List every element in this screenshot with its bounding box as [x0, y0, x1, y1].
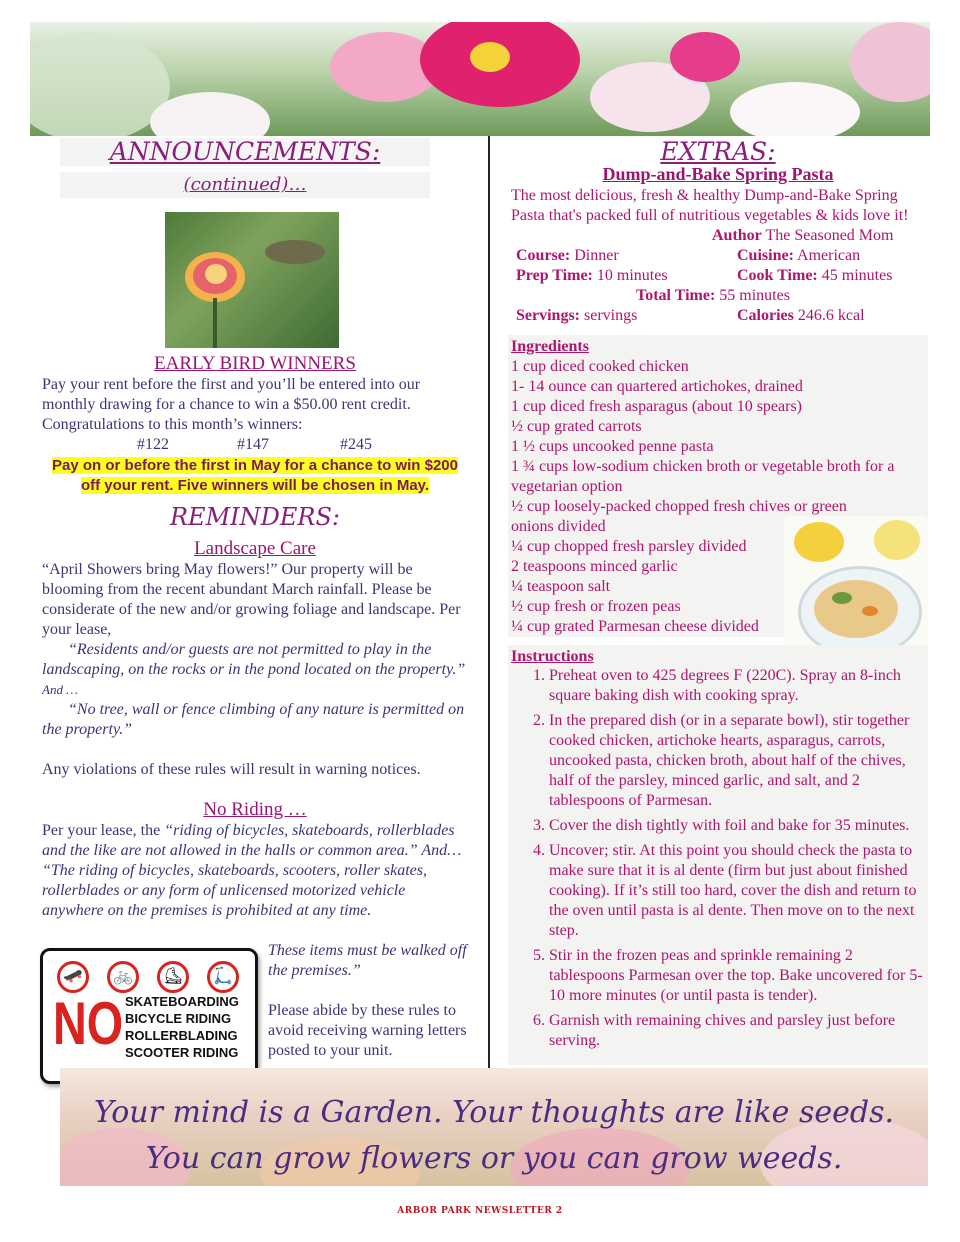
- may-promo-highlight: [42, 456, 468, 496]
- no-rollerblade-icon: ⛸: [157, 961, 189, 993]
- highlight-line-2: off your rent. Five winners will be chosen in May.: [80, 477, 430, 494]
- sign-line-2: BICYCLE RIDING: [125, 1011, 232, 1026]
- cuisine-row: [737, 246, 860, 266]
- pasta-dish-photo: [784, 516, 928, 660]
- cook-value: 45 minutes: [821, 267, 893, 284]
- violations-text: Any violations of these rules will result in warning notices.: [42, 761, 421, 778]
- sign-icons: [57, 961, 247, 991]
- hummingbird-rose-photo: [165, 212, 339, 348]
- instruction-step: 2. In the prepared dish (or in a separate bowl), stir together cooked chicken, artichoke hearts, asparagus, carrots, uncooked pasta, chicken broth, about half of the chives, half of the parsley, minced garlic, and salt, and 2 tablespoons of Parmesan.: [549, 711, 927, 811]
- total-value: 55 minutes: [719, 287, 790, 304]
- instruction-step: 4. Uncover; stir. At this point you should check the pasta to make sure that it is al dente (firm but just about finished cooking). If it’s still too hard, cover the dish and return to the oven until pasta is al dente. Then move on to the next step.: [549, 841, 927, 941]
- instructions-title: Instructions: [511, 648, 594, 665]
- course-row: [516, 246, 619, 266]
- total-row: [636, 286, 790, 306]
- ingredient-item: ¼ cup grated Parmesan cheese divided: [511, 618, 759, 635]
- landscape-quote-2: “No tree, wall or fence climbing of any nature is permitted on the property.”: [42, 701, 465, 738]
- extras-heading: EXTRAS:: [660, 137, 776, 166]
- early-bird-text: Pay your rent before the first and you’ll be entered into our monthly drawing for a chance to win a $50.00 rent credit. Congratulations to this month’s winners:: [42, 376, 421, 433]
- cuisine-label: Cuisine:: [737, 247, 794, 264]
- no-riding-sign: [40, 948, 258, 1084]
- no-riding-intro: Per your lease, the: [42, 822, 161, 839]
- reminders-heading: REMINDERS:: [169, 503, 340, 531]
- sign-lines: [125, 993, 249, 1061]
- no-riding-quote-1: “riding of bicycles, skateboards, rollerblades and the like are not allowed in the halls or common area.” And…: [42, 822, 462, 859]
- calories-value: 246.6 kcal: [797, 307, 865, 324]
- highlight-line-1: Pay on or before the first in May for a chance to win $200: [52, 457, 458, 474]
- author-value: The Seasoned Mom: [765, 227, 894, 244]
- ingredient-item: 1 ½ cups uncooked penne pasta: [511, 438, 714, 455]
- ingredient-item: ¼ teaspoon salt: [511, 578, 611, 595]
- no-bicycle-icon: 🚲: [107, 961, 139, 993]
- instructions-list: [511, 666, 927, 1056]
- calories-row: [737, 306, 865, 326]
- sign-line-1: SKATEBOARDING: [125, 994, 239, 1009]
- recipe-description: The most delicious, fresh & healthy Dump-and-Bake Spring Pasta that's packed full of nutritious vegetables & kids love it!: [511, 187, 909, 224]
- abide-text: Please abide by these rules to avoid receiving warning letters posted to your unit.: [268, 1002, 467, 1059]
- garden-quote: [60, 1090, 928, 1182]
- prep-label: Prep Time:: [516, 267, 593, 284]
- ingredient-item: 2 teaspoons minced garlic: [511, 558, 678, 575]
- announcements-heading: ANNOUNCEMENTS:: [60, 138, 430, 166]
- winner-1: #122: [137, 436, 169, 453]
- instruction-step: 6. Garnish with remaining chives and parsley just before serving.: [549, 1011, 927, 1051]
- prep-value: 10 minutes: [596, 267, 668, 284]
- servings-value: servings: [584, 307, 638, 324]
- calories-label: Calories: [737, 307, 794, 324]
- landscape-quote-1: [42, 640, 468, 700]
- instruction-step: 1. Preheat oven to 425 degrees F (220C). Spray an 8-inch square baking dish with cooking spray.: [549, 666, 927, 706]
- servings-label: Servings:: [516, 307, 580, 324]
- ingredient-item: 1 cup diced cooked chicken: [511, 358, 689, 375]
- ingredient-item: 1- 14 ounce can quartered artichokes, drained: [511, 378, 803, 395]
- ingredient-item: 1 ¾ cups low-sodium chicken broth or vegetable broth for a vegetarian option: [511, 458, 895, 495]
- bottom-garden-banner: [60, 1068, 928, 1186]
- course-label: Course:: [516, 247, 571, 264]
- landscape-care-text: “April Showers bring May flowers!” Our property will be blooming from the recent abundant March rainfall. Please be considerate of the new and/or growing foliage and landscape. Per your lease,: [42, 561, 461, 638]
- ingredient-item: ½ cup loosely-packed chopped fresh chives or green onions divided: [511, 498, 847, 535]
- course-value: Dinner: [574, 247, 619, 264]
- landscape-care-title: Landscape Care: [194, 538, 316, 559]
- top-flower-banner: [30, 22, 930, 136]
- early-bird-title: EARLY BIRD WINNERS: [154, 353, 356, 374]
- instruction-step: 3. Cover the dish tightly with foil and bake for 35 minutes.: [549, 816, 927, 836]
- ingredient-item: ½ cup grated carrots: [511, 418, 642, 435]
- continued-label: (continued)…: [60, 172, 430, 198]
- recipe-title: Dump-and-Bake Spring Pasta: [602, 164, 834, 184]
- sign-line-4: SCOOTER RIDING: [125, 1045, 239, 1060]
- no-riding-quote-3: These items must be walked off the premises.”: [268, 942, 467, 979]
- prep-row: [516, 266, 668, 286]
- cook-row: [737, 266, 892, 286]
- no-riding-title: No Riding …: [203, 799, 307, 820]
- quote-1-text: “Residents and/or guests are not permitted to play in the landscaping, on the rocks or in the pond located on the property.”: [42, 641, 466, 678]
- ingredient-item: 1 cup diced fresh asparagus (about 10 spears): [511, 398, 803, 415]
- ingredient-item: ½ cup fresh or frozen peas: [511, 598, 681, 615]
- total-label: Total Time:: [636, 287, 716, 304]
- no-riding-text: [42, 821, 468, 921]
- cuisine-value: American: [797, 247, 861, 264]
- winner-2: #147: [237, 436, 269, 453]
- servings-row: [516, 306, 637, 326]
- winner-3: #245: [340, 436, 372, 453]
- column-divider: [488, 136, 490, 1088]
- recipe-meta: [516, 246, 928, 326]
- cook-label: Cook Time:: [737, 267, 818, 284]
- instruction-step: 5. Stir in the frozen peas and sprinkle remaining 2 tablespoons Parmesan over the top. Bake uncovered for 5-10 more minutes (or until pasta is tender).: [549, 946, 927, 1006]
- sign-no-text: NO: [53, 990, 124, 1057]
- quote-line-1: Your mind is a Garden. Your thoughts are like seeds.: [94, 1095, 894, 1130]
- recipe-author: [712, 226, 928, 246]
- sign-line-3: ROLLERBLADING: [125, 1028, 238, 1043]
- no-skateboard-icon: 🛹: [57, 961, 89, 993]
- quote-line-2: You can grow flowers or you can grow weeds.: [145, 1141, 843, 1176]
- newsletter-footer: ARBOR PARK NEWSLETTER 2: [397, 1206, 563, 1216]
- and-label: And …: [42, 682, 78, 697]
- ingredient-item: ¼ cup chopped fresh parsley divided: [511, 538, 747, 555]
- author-label: Author: [712, 227, 762, 244]
- ingredients-title: Ingredients: [511, 338, 589, 355]
- no-scooter-icon: 🛴: [207, 961, 239, 993]
- no-riding-quote-2: “The riding of bicycles, skateboards, scooters, roller skates, rollerblades or any form of unlicensed motorized vehicle anywhere on the premises is prohibited at any time.: [42, 862, 427, 919]
